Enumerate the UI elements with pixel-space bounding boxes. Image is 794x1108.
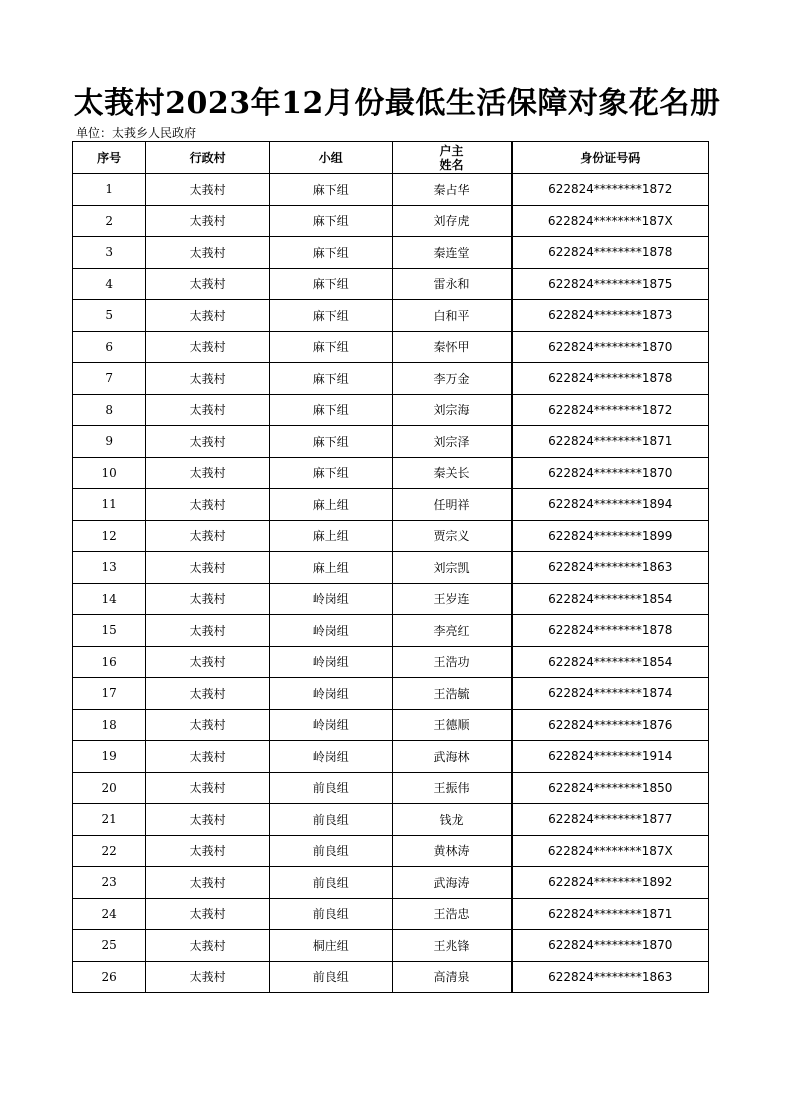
row-village-cell: 太莪村 <box>146 552 270 584</box>
table-row <box>73 205 709 237</box>
table-row <box>73 363 709 395</box>
header-no: 序号 <box>73 142 146 174</box>
row-group-cell: 麻下组 <box>269 237 392 269</box>
row-name-cell: 黄林涛 <box>392 835 512 867</box>
table-row <box>73 331 709 363</box>
row-no-cell: 6 <box>73 331 146 363</box>
table-row <box>73 898 709 930</box>
row-no-cell: 21 <box>73 804 146 836</box>
row-group-cell: 麻下组 <box>269 268 392 300</box>
row-village-cell: 太莪村 <box>146 772 270 804</box>
row-group-cell: 岭岗组 <box>269 583 392 615</box>
row-name-cell: 王浩忠 <box>392 898 512 930</box>
row-name-cell: 王兆锋 <box>392 930 512 962</box>
row-id-cell: 622824********1899 <box>512 520 709 552</box>
row-no-cell: 11 <box>73 489 146 521</box>
row-name-cell: 高清泉 <box>392 961 512 993</box>
row-id-cell: 622824********1870 <box>512 331 709 363</box>
row-id-cell: 622824********1875 <box>512 268 709 300</box>
row-village-cell: 太莪村 <box>146 804 270 836</box>
row-village-cell: 太莪村 <box>146 457 270 489</box>
table-row <box>73 930 709 962</box>
row-group-cell: 麻下组 <box>269 300 392 332</box>
header-householder-line1: 户主 <box>439 143 464 158</box>
header-id-number: 身份证号码 <box>512 142 709 174</box>
row-id-cell: 622824********1870 <box>512 457 709 489</box>
row-no-cell: 15 <box>73 615 146 647</box>
row-group-cell: 麻上组 <box>269 552 392 584</box>
row-name-cell: 刘宗海 <box>392 394 512 426</box>
row-group-cell: 岭岗组 <box>269 709 392 741</box>
row-village-cell: 太莪村 <box>146 961 270 993</box>
row-name-cell: 王岁连 <box>392 583 512 615</box>
row-name-cell: 李万金 <box>392 363 512 395</box>
row-no-cell: 18 <box>73 709 146 741</box>
row-group-cell: 麻下组 <box>269 174 392 206</box>
table-row <box>73 678 709 710</box>
row-id-cell: 622824********187X <box>512 835 709 867</box>
row-no-cell: 13 <box>73 552 146 584</box>
row-id-cell: 622824********1876 <box>512 709 709 741</box>
row-no-cell: 3 <box>73 237 146 269</box>
row-group-cell: 前良组 <box>269 898 392 930</box>
row-village-cell: 太莪村 <box>146 520 270 552</box>
row-id-cell: 622824********1914 <box>512 741 709 773</box>
header-village: 行政村 <box>146 142 270 174</box>
row-no-cell: 1 <box>73 174 146 206</box>
row-id-cell: 622824********1878 <box>512 363 709 395</box>
table-row <box>73 394 709 426</box>
row-group-cell: 前良组 <box>269 835 392 867</box>
row-name-cell: 秦怀甲 <box>392 331 512 363</box>
header-householder-line2: 姓名 <box>439 157 464 172</box>
row-village-cell: 太莪村 <box>146 898 270 930</box>
row-no-cell: 12 <box>73 520 146 552</box>
row-id-cell: 622824********1892 <box>512 867 709 899</box>
row-name-cell: 秦关长 <box>392 457 512 489</box>
row-village-cell: 太莪村 <box>146 678 270 710</box>
row-id-cell: 622824********1877 <box>512 804 709 836</box>
row-name-cell: 李亮红 <box>392 615 512 647</box>
row-village-cell: 太莪村 <box>146 394 270 426</box>
table-row <box>73 646 709 678</box>
row-name-cell: 秦连堂 <box>392 237 512 269</box>
table-row <box>73 520 709 552</box>
row-id-cell: 622824********1894 <box>512 489 709 521</box>
table-row <box>73 867 709 899</box>
row-group-cell: 麻下组 <box>269 394 392 426</box>
row-name-cell: 贾宗义 <box>392 520 512 552</box>
table-header-row <box>73 142 709 174</box>
row-no-cell: 19 <box>73 741 146 773</box>
row-village-cell: 太莪村 <box>146 583 270 615</box>
row-village-cell: 太莪村 <box>146 709 270 741</box>
row-id-cell: 622824********1872 <box>512 174 709 206</box>
row-group-cell: 前良组 <box>269 867 392 899</box>
row-no-cell: 10 <box>73 457 146 489</box>
row-village-cell: 太莪村 <box>146 835 270 867</box>
table-row <box>73 300 709 332</box>
row-no-cell: 25 <box>73 930 146 962</box>
row-id-cell: 622824********1878 <box>512 237 709 269</box>
header-householder <box>392 142 512 174</box>
row-no-cell: 20 <box>73 772 146 804</box>
row-name-cell: 雷永和 <box>392 268 512 300</box>
row-id-cell: 622824********1871 <box>512 426 709 458</box>
row-village-cell: 太莪村 <box>146 867 270 899</box>
row-group-cell: 麻下组 <box>269 426 392 458</box>
roster-table <box>72 141 709 993</box>
row-no-cell: 5 <box>73 300 146 332</box>
table-row <box>73 174 709 206</box>
row-group-cell: 麻下组 <box>269 457 392 489</box>
row-id-cell: 622824********1850 <box>512 772 709 804</box>
row-id-cell: 622824********1874 <box>512 678 709 710</box>
header-group: 小组 <box>269 142 392 174</box>
table-row <box>73 835 709 867</box>
row-village-cell: 太莪村 <box>146 205 270 237</box>
table-row <box>73 583 709 615</box>
unit-label: 单位：太莪乡人民政府 <box>76 126 197 140</box>
row-group-cell: 麻下组 <box>269 363 392 395</box>
row-no-cell: 4 <box>73 268 146 300</box>
table-row <box>73 804 709 836</box>
row-group-cell: 前良组 <box>269 804 392 836</box>
row-no-cell: 14 <box>73 583 146 615</box>
table-body <box>73 174 709 993</box>
row-name-cell: 王浩毓 <box>392 678 512 710</box>
row-group-cell: 岭岗组 <box>269 646 392 678</box>
row-id-cell: 622824********187X <box>512 205 709 237</box>
row-village-cell: 太莪村 <box>146 741 270 773</box>
row-village-cell: 太莪村 <box>146 930 270 962</box>
row-id-cell: 622824********1871 <box>512 898 709 930</box>
row-group-cell: 岭岗组 <box>269 678 392 710</box>
row-id-cell: 622824********1863 <box>512 961 709 993</box>
row-id-cell: 622824********1872 <box>512 394 709 426</box>
row-name-cell: 刘宗凯 <box>392 552 512 584</box>
row-village-cell: 太莪村 <box>146 331 270 363</box>
row-name-cell: 刘存虎 <box>392 205 512 237</box>
row-name-cell: 武海林 <box>392 741 512 773</box>
row-group-cell: 麻上组 <box>269 489 392 521</box>
row-village-cell: 太莪村 <box>146 300 270 332</box>
row-no-cell: 17 <box>73 678 146 710</box>
row-group-cell: 岭岗组 <box>269 741 392 773</box>
table-row <box>73 709 709 741</box>
row-name-cell: 王德顺 <box>392 709 512 741</box>
row-village-cell: 太莪村 <box>146 489 270 521</box>
row-no-cell: 22 <box>73 835 146 867</box>
row-village-cell: 太莪村 <box>146 363 270 395</box>
row-group-cell: 前良组 <box>269 772 392 804</box>
row-no-cell: 9 <box>73 426 146 458</box>
row-id-cell: 622824********1854 <box>512 583 709 615</box>
row-group-cell: 岭岗组 <box>269 615 392 647</box>
row-no-cell: 8 <box>73 394 146 426</box>
page-title: 太莪村2023年12月份最低生活保障对象花名册 <box>73 86 721 121</box>
table-row <box>73 961 709 993</box>
row-no-cell: 2 <box>73 205 146 237</box>
row-no-cell: 24 <box>73 898 146 930</box>
row-id-cell: 622824********1870 <box>512 930 709 962</box>
row-village-cell: 太莪村 <box>146 646 270 678</box>
row-group-cell: 桐庄组 <box>269 930 392 962</box>
table-row <box>73 426 709 458</box>
table-row <box>73 268 709 300</box>
row-id-cell: 622824********1854 <box>512 646 709 678</box>
row-no-cell: 7 <box>73 363 146 395</box>
row-name-cell: 王振伟 <box>392 772 512 804</box>
table-row <box>73 615 709 647</box>
table-row <box>73 457 709 489</box>
row-name-cell: 刘宗泽 <box>392 426 512 458</box>
row-id-cell: 622824********1878 <box>512 615 709 647</box>
row-name-cell: 白和平 <box>392 300 512 332</box>
row-no-cell: 26 <box>73 961 146 993</box>
row-village-cell: 太莪村 <box>146 237 270 269</box>
row-village-cell: 太莪村 <box>146 174 270 206</box>
row-name-cell: 武海涛 <box>392 867 512 899</box>
row-no-cell: 16 <box>73 646 146 678</box>
row-village-cell: 太莪村 <box>146 426 270 458</box>
table-row <box>73 237 709 269</box>
row-village-cell: 太莪村 <box>146 615 270 647</box>
row-group-cell: 麻上组 <box>269 520 392 552</box>
row-name-cell: 王浩功 <box>392 646 512 678</box>
table-row <box>73 741 709 773</box>
table-row <box>73 489 709 521</box>
table-row <box>73 552 709 584</box>
row-group-cell: 麻下组 <box>269 331 392 363</box>
row-group-cell: 麻下组 <box>269 205 392 237</box>
table-row <box>73 772 709 804</box>
row-group-cell: 前良组 <box>269 961 392 993</box>
row-name-cell: 钱龙 <box>392 804 512 836</box>
row-id-cell: 622824********1873 <box>512 300 709 332</box>
row-name-cell: 秦占华 <box>392 174 512 206</box>
row-no-cell: 23 <box>73 867 146 899</box>
row-name-cell: 任明祥 <box>392 489 512 521</box>
row-id-cell: 622824********1863 <box>512 552 709 584</box>
row-village-cell: 太莪村 <box>146 268 270 300</box>
